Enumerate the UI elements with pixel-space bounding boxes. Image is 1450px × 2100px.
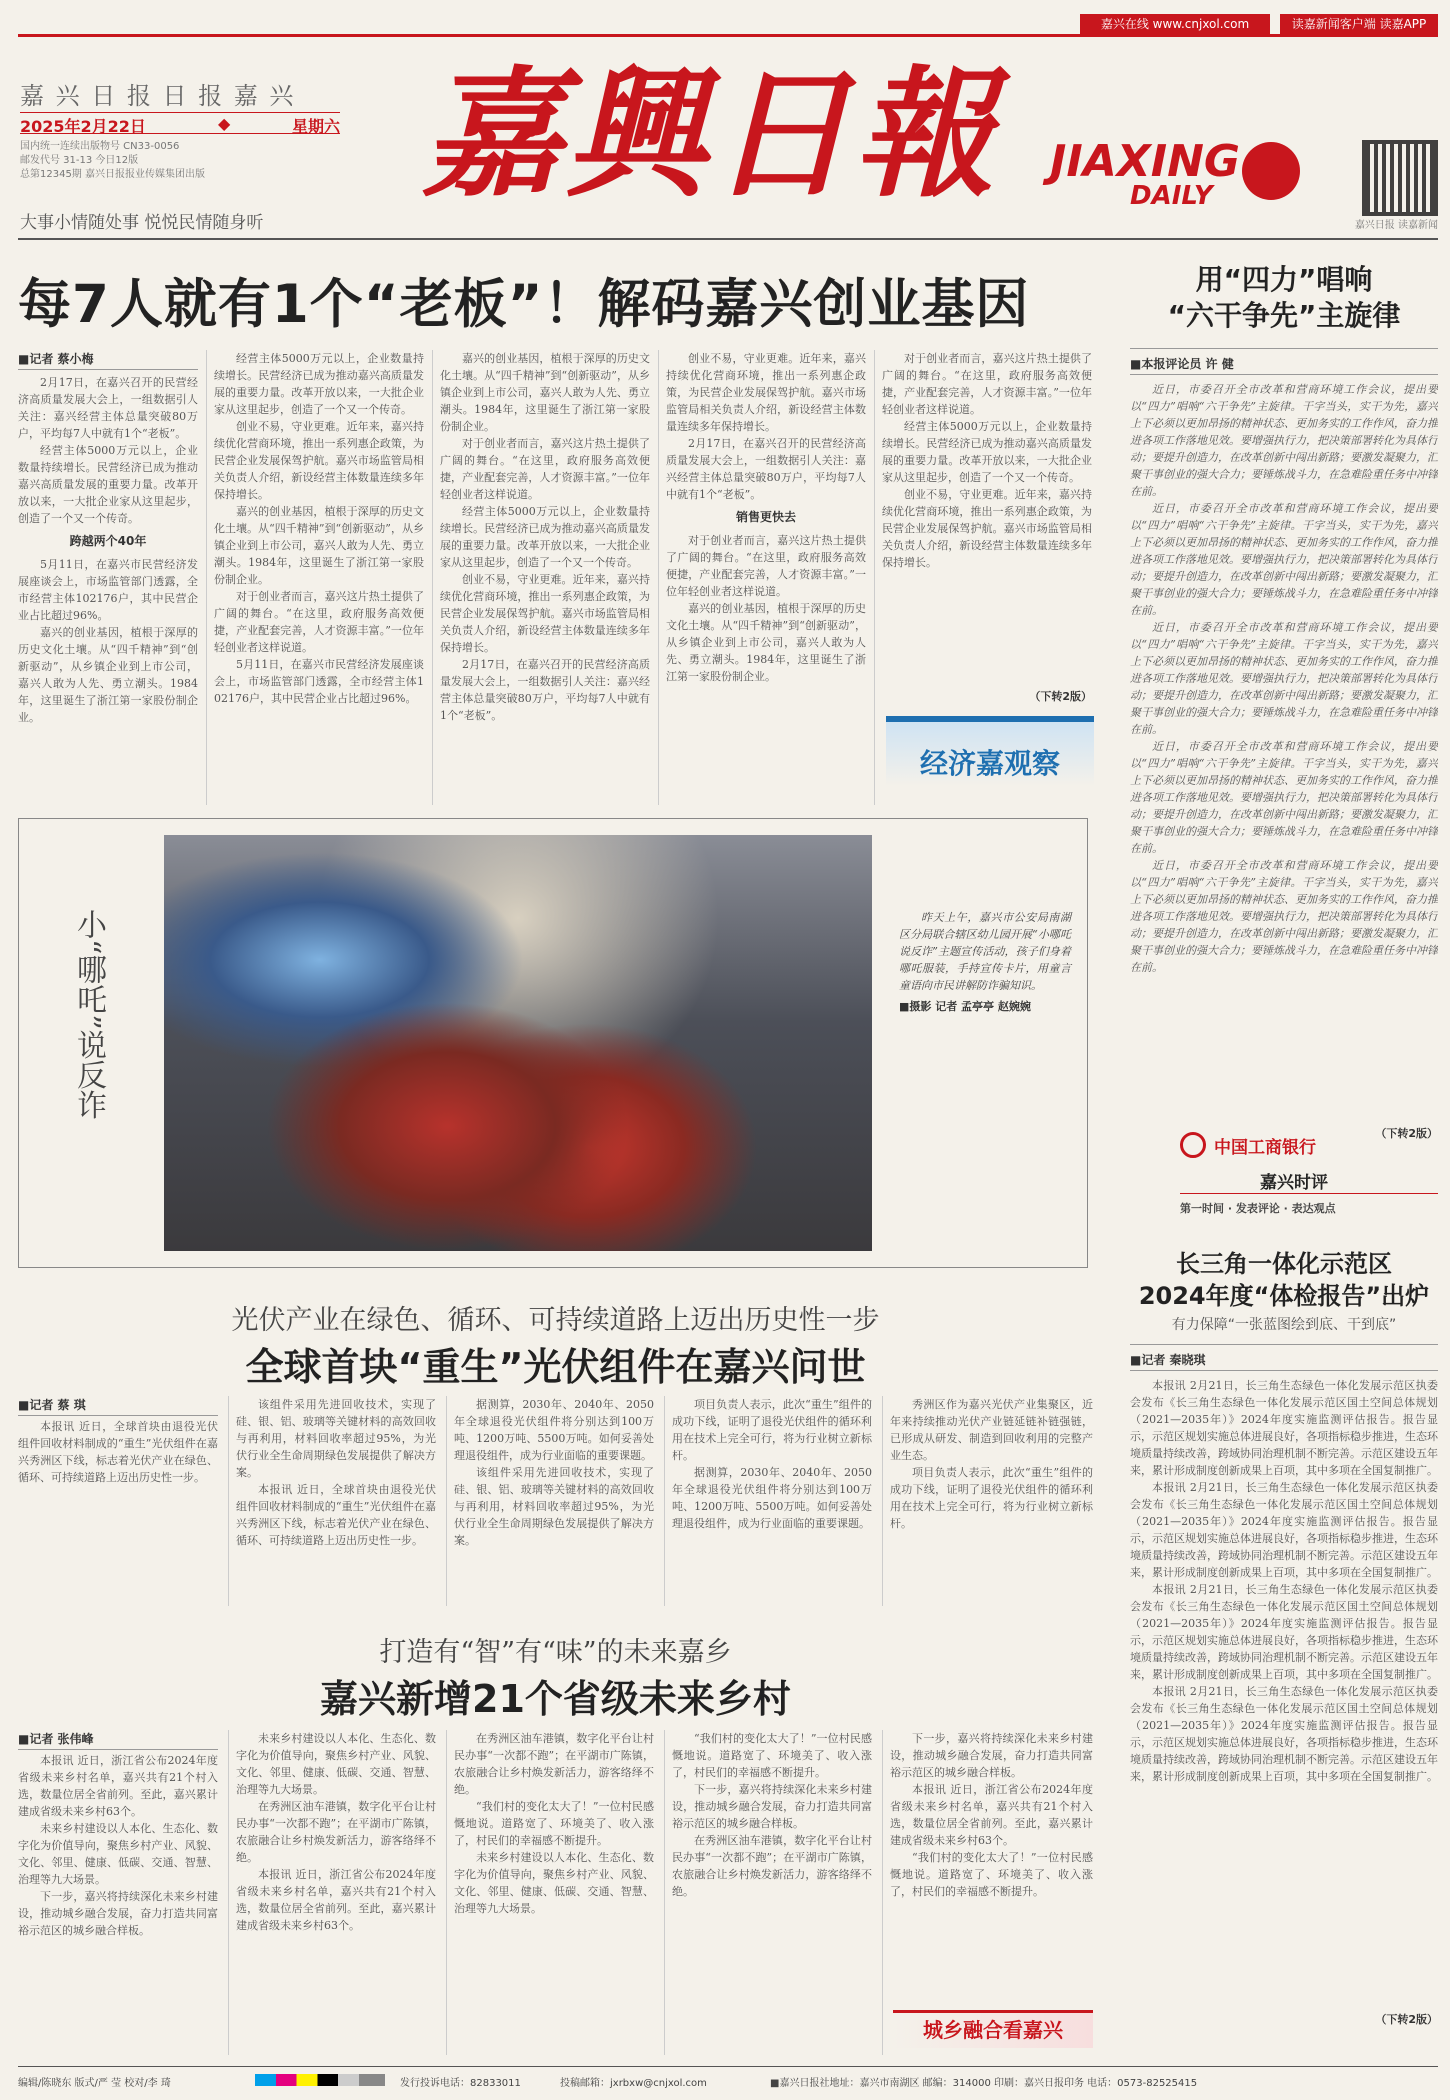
side1-byline: ■本报评论员 许 健: [1130, 355, 1438, 375]
side1-continued[interactable]: （下转2版）: [1375, 1127, 1438, 1140]
economy-label-text: 经济嘉观察: [919, 747, 1060, 780]
info-line-3: 总第12345期 嘉兴日报报业传媒集团出版: [20, 169, 205, 180]
english-line-1: JIAXING: [1050, 136, 1241, 187]
info-line-1: 国内统一连续出版物号 CN33-0056: [20, 141, 180, 152]
village-col-1: 本报讯 近日，浙江省公布2024年度省级未来乡村名单，嘉兴共有21个村入选，数量位居全省前列。至此，嘉兴累计建成省级未来乡村63个。 未来乡村建设以人本化、生态化、数字化为价值导向，聚焦乡村产业、风貌、文化、邻里、健康、低碳、交通、智慧、治理等九大场景。 下一步，嘉兴将持续深化未来乡村建设，推动城乡融合发展，奋力打造共同富裕示范区的城乡融合样板。: [18, 1754, 218, 1937]
side-story-2: [1130, 1248, 1438, 2048]
lead-byline: ■记者 蔡小梅: [18, 350, 198, 370]
masthead-slogan: 嘉 兴 日 报 日 报 嘉 兴: [20, 82, 296, 110]
side2-byline: ■记者 秦晓琪: [1130, 1351, 1438, 1371]
masthead-info: [20, 140, 340, 182]
logo-seal-icon: [1242, 142, 1300, 200]
footer-color-bar: [255, 2074, 385, 2086]
pv-story: [18, 1396, 1093, 1606]
lead-col-1: 2月17日，在嘉兴召开的民营经济高质量发展大会上，一组数据引人关注：嘉兴经营主体总量突破80万户，平均每7人中就有1个“老板”。 经营主体5000万元以上，企业数量持续增长。民营经济已成为推动嘉兴高质量发展的重要力量。改革开放以来，一大批企业家从这里起步，创造了一个又一个传奇。 跨越两个40年 5月11日，在嘉兴市民营经济发展座谈会上，市场监管部门透露，全市经营主体102176户，其中民营企业占比超过96%。 嘉兴的创业基因，植根于深厚的历史文化土壤。从“四千精神”到“创新驱动”，从乡镇企业到上市公司，嘉兴人敢为人先、勇立潮头。1984年，这里诞生了浙江第一家股份制企业。: [18, 376, 198, 724]
photo-caption: 昨天上午，嘉兴市公安局南湖区分局联合辖区幼儿园开展“小哪吒说反诈”主题宣传活动，孩子们身着哪吒服装，手持宣传卡片，用童言童语向市民讲解防诈骗知识。 ■摄影 记者 孟亭亭 赵婉婉: [899, 911, 1071, 1013]
side2-subtitle: 有力保障“一张蓝图绘到底、干到底”: [1171, 1317, 1397, 1333]
village-col-2: 未来乡村建设以人本化、生态化、数字化为价值导向，聚焦乡村产业、风貌、文化、邻里、健康、低碳、交通、智慧、治理等九大场景。 在秀洲区油车港镇，数字化平台让村民办事“一次都不跑”；在平湖市广陈镇，农旅融合让乡村焕发新活力，游客络绎不绝。 本报讯 近日，浙江省公布2024年度省级未来乡村名单，嘉兴共有21个村入选，数量位居全省前列。至此，嘉兴累计建成省级未来乡村63个。: [236, 1732, 436, 1932]
footer-email[interactable]: 投稿邮箱：jxrbxw@cnjxol.com: [560, 2078, 707, 2089]
english-line-2: DAILY: [1130, 181, 1213, 211]
city-label-text: 城乡融合看嘉兴: [923, 2018, 1063, 2042]
masthead: [0, 40, 1450, 240]
lead-continued[interactable]: （下转2版）: [1029, 690, 1092, 703]
icbc-row: [1180, 1130, 1438, 1160]
pv-col-4: 项目负责人表示，此次“重生”组件的成功下线，证明了退役光伏组件的循环利用在技术上完全可行，将为行业树立新标杆。 据测算，2030年、2040年、2050年全球退役光伏组件将分别达到100万吨、1200万吨、5500万吨。如何妥善处理退役组件，成为行业面临的重要课题。: [672, 1398, 872, 1530]
village-story: [18, 1730, 1093, 2055]
footer-right: ■嘉兴日报社地址：嘉兴市南湖区 邮编：314000 印刷：嘉兴日报印务 电话：0573-82525415: [770, 2078, 1198, 2089]
icbc-bank: 中国工商银行: [1214, 1137, 1316, 1158]
side1-body: 近日，市委召开全市改革和营商环境工作会议，提出要以“四力”唱响“六干争先”主旋律。干字当头，实干为先，嘉兴上下必须以更加昂扬的精神状态、更加务实的工作作风，奋力推进各项工作落地见效。要增强执行力，把决策部署转化为具体行动；要提升创造力，在改革创新中闯出新路；要激发凝聚力，汇聚干事创业的强大合力；要锤炼战斗力，在急难险重任务中冲锋在前。 近日，市委召开全市改革和营商环境工作会议，提出要以“四力”唱响“六干争先”主旋律。干字当头，实干为先，嘉兴上下必须以更加昂扬的精神状态、更加务实的工作作风，奋力推进各项工作落地见效。要增强执行力，把决策部署转化为具体行动；要提升创造力，在改革创新中闯出新路；要激发凝聚力，汇聚干事创业的强大合力；要锤炼战斗力，在急难险重任务中冲锋在前。 近日，市委召开全市改革和营商环境工作会议，提出要以“四力”唱响“六干争先”主旋律。干字当头，实干为先，嘉兴上下必须以更加昂扬的精神状态、更加务实的工作作风，奋力推进各项工作落地见效。要增强执行力，把决策部署转化为具体行动；要提升创造力，在改革创新中闯出新路；要激发凝聚力，汇聚干事创业的强大合力；要锤炼战斗力，在急难险重任务中冲锋在前。 近日，市委召开全市改革和营商环境工作会议，提出要以“四力”唱响“六干争先”主旋律。干字当头，实干为先，嘉兴上下必须以更加昂扬的精神状态、更加务实的工作作风，奋力推进各项工作落地见效。要增强执行力，把决策部署转化为具体行动；要提升创造力，在改革创新中闯出新路；要激发凝聚力，汇聚干事创业的强大合力；要锤炼战斗力，在急难险重任务中冲锋在前。 近日，市委召开全市改革和营商环境工作会议，提出要以“四力”唱响“六干争先”主旋律。干字当头，实干为先，嘉兴上下必须以更加昂扬的精神状态、更加务实的工作作风，奋力推进各项工作落地见效。要增强执行力，把决策部署转化为具体行动；要提升创造力，在改革创新中闯出新路；要激发凝聚力，汇聚干事创业的强大合力；要锤炼战斗力，在急难险重任务中冲锋在前。: [1130, 383, 1438, 974]
village-col-5: 下一步，嘉兴将持续深化未来乡村建设，推动城乡融合发展，奋力打造共同富裕示范区的城乡融合样板。 本报讯 近日，浙江省公布2024年度省级未来乡村名单，嘉兴共有21个村入选，数量位居全省前列。至此，嘉兴累计建成省级未来乡村63个。 “我们村的变化太大了！”一位村民感慨地说。道路宽了、环境美了、收入涨了，村民们的幸福感不断提升。: [890, 1732, 1093, 1898]
lead-subhead-1: 跨越两个40年: [69, 534, 147, 548]
top-red-line: [18, 34, 1438, 37]
masthead-date-row: [20, 112, 340, 134]
side1-rule: [1130, 348, 1438, 349]
masthead-date: 2025年2月22日: [20, 117, 146, 136]
footer: [0, 2066, 1450, 2100]
side2-headline-1: 长三角一体化示范区: [1176, 1250, 1392, 1278]
qr-label: 嘉兴日报 读嘉新闻: [1354, 220, 1438, 231]
pv-byline: ■记者 蔡 琪: [18, 1396, 218, 1416]
lead-headline: 每7人就有1个“老板”！解码嘉兴创业基因: [18, 274, 1030, 335]
lead-col-5: 对于创业者而言，嘉兴这片热土提供了广阔的舞台。“在这里，政府服务高效便捷，产业配套完善，人才资源丰富。”一位年轻创业者这样说道。 经营主体5000万元以上，企业数量持续增长。民营经济已成为推动嘉兴高质量发展的重要力量。改革开放以来，一大批企业家从这里起步，创造了一个又一个传奇。 创业不易，守业更难。近年来，嘉兴持续优化营商环境，推出一系列惠企政策，为民营企业发展保驾护航。嘉兴市场监管局相关负责人介绍，新设经营主体数量连续多年保持增长。: [882, 352, 1092, 569]
icbc-column: 嘉兴时评: [1180, 1168, 1438, 1194]
pv-col-5: 秀洲区作为嘉兴光伏产业集聚区，近年来持续推动光伏产业链延链补链强链，已形成从研发、制造到回收利用的完整产业生态。 项目负责人表示，此次“重生”组件的成功下线，证明了退役光伏组件的循环利用在技术上完全可行，将为行业树立新标杆。: [890, 1398, 1093, 1530]
side2-body: 本报讯 2月21日，长三角生态绿色一体化发展示范区执委会发布《长三角生态绿色一体化发展示范区国土空间总体规划（2021—2035年）》2024年度实施监测评估报告。报告显示，示范区规划实施总体进展良好，各项指标稳步推进，生态环境质量持续改善，跨域协同治理机制不断完善。示范区建设五年来，累计形成制度创新成果上百项，其中多项在全国复制推广。 本报讯 2月21日，长三角生态绿色一体化发展示范区执委会发布《长三角生态绿色一体化发展示范区国土空间总体规划（2021—2035年）》2024年度实施监测评估报告。报告显示，示范区规划实施总体进展良好，各项指标稳步推进，生态环境质量持续改善，跨域协同治理机制不断完善。示范区建设五年来，累计形成制度创新成果上百项，其中多项在全国复制推广。 本报讯 2月21日，长三角生态绿色一体化发展示范区执委会发布《长三角生态绿色一体化发展示范区国土空间总体规划（2021—2035年）》2024年度实施监测评估报告。报告显示，示范区规划实施总体进展良好，各项指标稳步推进，生态环境质量持续改善，跨域协同治理机制不断完善。示范区建设五年来，累计形成制度创新成果上百项，其中多项在全国复制推广。 本报讯 2月21日，长三角生态绿色一体化发展示范区执委会发布《长三角生态绿色一体化发展示范区国土空间总体规划（2021—2035年）》2024年度实施监测评估报告。报告显示，示范区规划实施总体进展良好，各项指标稳步推进，生态环境质量持续改善，跨域协同治理机制不断完善。示范区建设五年来，累计形成制度创新成果上百项，其中多项在全国复制推广。: [1130, 1379, 1438, 1783]
footer-left: 编辑/陈晓东 版式/严 莹 校对/李 琦: [18, 2078, 171, 2089]
photo-vertical-title: 小“哪吒”说反诈: [71, 909, 106, 1120]
village-kicker: 打造有“智”有“味”的未来嘉乡: [379, 1637, 732, 1668]
pv-col-1: 本报讯 近日，全球首块由退役光伏组件回收材料制成的“重生”光伏组件在嘉兴秀洲区下线，标志着光伏产业在绿色、循环、可持续道路上迈出历史性一步。: [18, 1420, 218, 1484]
icbc-logo-icon: [1180, 1132, 1206, 1158]
pv-col-3: 据测算，2030年、2040年、2050年全球退役光伏组件将分别达到100万吨、1200万吨、5500万吨。如何妥善处理退役组件，成为行业面临的重要课题。 该组件采用先进回收技术，实现了硅、银、铝、玻璃等关键材料的高效回收与再利用，材料回收率超过95%，为光伏行业全生命周期绿色发展提供了解决方案。: [454, 1398, 654, 1547]
lead-story: [18, 350, 1093, 810]
photo-box: [18, 818, 1088, 1268]
city-label: [893, 2010, 1093, 2048]
village-col-3: 在秀洲区油车港镇，数字化平台让村民办事“一次都不跑”；在平湖市广陈镇，农旅融合让乡村焕发新活力，游客络绎不绝。 “我们村的变化太大了！”一位村民感慨地说。道路宽了、环境美了、收入涨了，村民们的幸福感不断提升。 未来乡村建设以人本化、生态化、数字化为价值导向，聚焦乡村产业、风貌、文化、邻里、健康、低碳、交通、智慧、治理等九大场景。: [454, 1732, 654, 1915]
icbc-tagline: 第一时间 · 发表评论 · 表达观点: [1180, 1202, 1336, 1215]
masthead-rule: [18, 238, 1438, 240]
photo-credit: ■摄影 记者 孟亭亭 赵婉婉: [899, 1000, 1031, 1013]
pv-col-2: 该组件采用先进回收技术，实现了硅、银、铝、玻璃等关键材料的高效回收与再利用，材料回收率超过95%，为光伏行业全生命周期绿色发展提供了解决方案。 本报讯 近日，全球首块由退役光伏组件回收材料制成的“重生”光伏组件在嘉兴秀洲区下线，标志着光伏产业在绿色、循环、可持续道路上迈出历史性一步。: [236, 1398, 436, 1547]
side1-headline-2: “六干争先”主旋律: [1167, 299, 1401, 332]
economy-label: [886, 716, 1094, 786]
website-tag[interactable]: 嘉兴在线 www.cnjxol.com: [1080, 14, 1270, 34]
lead-col-3: 嘉兴的创业基因，植根于深厚的历史文化土壤。从“四千精神”到“创新驱动”，从乡镇企业到上市公司，嘉兴人敢为人先、勇立潮头。1984年，这里诞生了浙江第一家股份制企业。 对于创业者而言，嘉兴这片热土提供了广阔的舞台。“在这里，政府服务高效便捷，产业配套完善，人才资源丰富。”一位年轻创业者这样说道。 经营主体5000万元以上，企业数量持续增长。民营经济已成为推动嘉兴高质量发展的重要力量。改革开放以来，一大批企业家从这里起步，创造了一个又一个传奇。 创业不易，守业更难。近年来，嘉兴持续优化营商环境，推出一系列惠企政策，为民营企业发展保驾护航。嘉兴市场监管局相关负责人介绍，新设经营主体数量连续多年保持增长。 2月17日，在嘉兴召开的民营经济高质量发展大会上，一组数据引人关注：嘉兴经营主体总量突破80万户，平均每7人中就有1个“老板”。: [440, 352, 650, 722]
diamond-icon: ◆: [218, 114, 231, 133]
side2-continued[interactable]: （下转2版）: [1375, 2013, 1438, 2026]
pv-headline: 全球首块“重生”光伏组件在嘉兴问世: [245, 1345, 866, 1389]
qr-code-icon[interactable]: [1362, 140, 1438, 216]
side1-headline-1: 用“四力”唱响: [1195, 263, 1373, 296]
info-line-2: 邮发代号 31-13 今日12版: [20, 155, 139, 166]
masthead-motto: 大事小情随处事 悦悦民情随身听: [20, 213, 264, 233]
footer-phone: 发行投诉电话：82833011: [400, 2078, 521, 2089]
lead-col-4: 创业不易，守业更难。近年来，嘉兴持续优化营商环境，推出一系列惠企政策，为民营企业发展保驾护航。嘉兴市场监管局相关负责人介绍，新设经营主体数量连续多年保持增长。 2月17日，在嘉兴召开的民营经济高质量发展大会上，一组数据引人关注：嘉兴经营主体总量突破80万户，平均每7人中就有1个“老板”。 销售更快去 对于创业者而言，嘉兴这片热土提供了广阔的舞台。“在这里，政府服务高效便捷，产业配套完善，人才资源丰富。”一位年轻创业者这样说道。 嘉兴的创业基因，植根于深厚的历史文化土壤。从“四千精神”到“创新驱动”，从乡镇企业到上市公司，嘉兴人敢为人先、勇立潮头。1984年，这里诞生了浙江第一家股份制企业。: [666, 352, 866, 683]
side2-headline-2: 2024年度“体检报告”出炉: [1138, 1282, 1430, 1310]
lead-col-2: 经营主体5000万元以上，企业数量持续增长。民营经济已成为推动嘉兴高质量发展的重要力量。改革开放以来，一大批企业家从这里起步，创造了一个又一个传奇。 创业不易，守业更难。近年来，嘉兴持续优化营商环境，推出一系列惠企政策，为民营企业发展保驾护航。嘉兴市场监管局相关负责人介绍，新设经营主体数量连续多年保持增长。 嘉兴的创业基因，植根于深厚的历史文化土壤。从“四千精神”到“创新驱动”，从乡镇企业到上市公司，嘉兴人敢为人先、勇立潮头。1984年，这里诞生了浙江第一家股份制企业。 对于创业者而言，嘉兴这片热土提供了广阔的舞台。“在这里，政府服务高效便捷，产业配套完善，人才资源丰富。”一位年轻创业者这样说道。 5月11日，在嘉兴市民营经济发展座谈会上，市场监管部门透露，全市经营主体102176户，其中民营企业占比超过96%。: [214, 352, 424, 705]
masthead-english: [1050, 136, 1270, 211]
news-photo[interactable]: [164, 835, 872, 1251]
lead-subhead-2: 销售更快去: [735, 510, 796, 524]
village-byline: ■记者 张伟峰: [18, 1730, 218, 1750]
masthead-weekday: 星期六: [291, 117, 340, 136]
masthead-title: 嘉興日報: [421, 53, 998, 217]
top-bar: [0, 0, 1450, 38]
pv-kicker: 光伏产业在绿色、循环、可持续道路上迈出历史性一步: [231, 1305, 880, 1336]
village-headline: 嘉兴新增21个省级未来乡村: [320, 1677, 791, 1721]
side-story-1: [1130, 262, 1438, 1182]
icbc-box: [1180, 1130, 1438, 1222]
village-col-4: “我们村的变化太大了！”一位村民感慨地说。道路宽了、环境美了、收入涨了，村民们的幸福感不断提升。 下一步，嘉兴将持续深化未来乡村建设，推动城乡融合发展，奋力打造共同富裕示范区的城乡融合样板。 在秀洲区油车港镇，数字化平台让村民办事“一次都不跑”；在平湖市广陈镇，农旅融合让乡村焕发新活力，游客络绎不绝。: [672, 1732, 872, 1898]
app-tag[interactable]: 读嘉新闻客户端 读嘉APP: [1280, 14, 1438, 34]
